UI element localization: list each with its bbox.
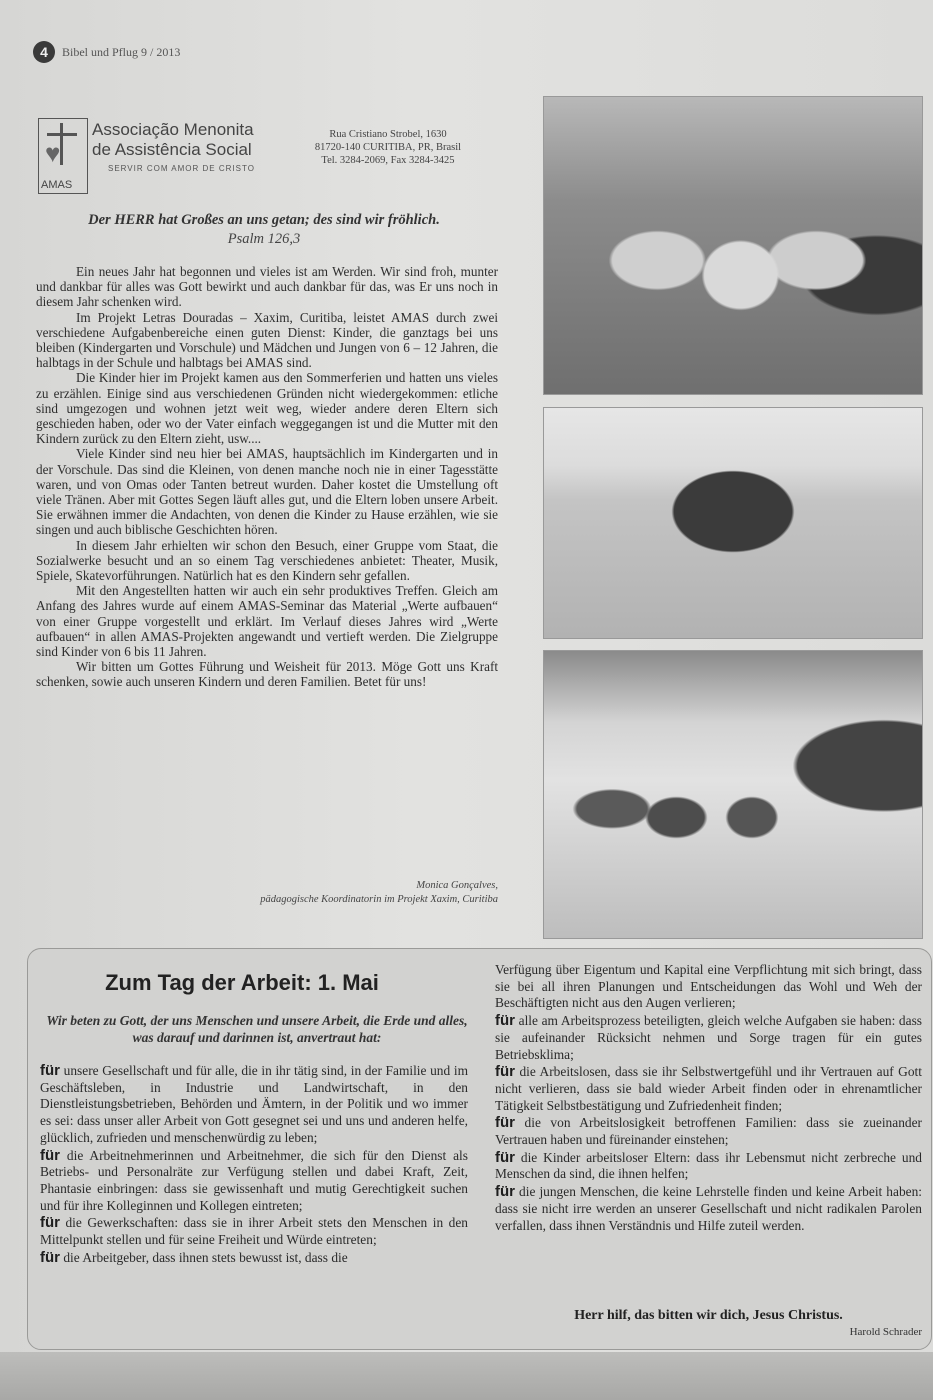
article-paragraph: Ein neues Jahr hat begonnen und vieles ist am Werden. Wir sind froh, munter und dankbar für alles was Gott bewirkt und auch dankbar für das, was Er uns noch in diesem Jahr schenken wird. xyxy=(36,264,498,310)
address-line: Rua Cristiano Strobel, 1630 xyxy=(329,129,447,140)
org-name-line2: de Assistência Social xyxy=(92,140,252,159)
article-body xyxy=(36,264,498,690)
heart-icon: ♥ xyxy=(45,139,61,168)
prayer-text: die Arbeitgeber, dass ihnen stets bewusst ist, dass die xyxy=(60,1249,348,1265)
prayer-continuation: Verfügung über Eigentum und Kapital eine Verpflichtung mit sich bringt, dass sie bei all ihren Planungen und Entscheidungen das Wohl und Weh der Beschäftigten nicht aus den Augen verlieren; xyxy=(495,962,922,1011)
org-name-line1: Associação Menonita xyxy=(92,120,254,139)
prayer-keyword: für xyxy=(495,1114,515,1132)
prayer-text: alle am Arbeitsprozess beteiligten, gleich welche Aufgaben sie haben: dass sie aufeinander Rücksicht nehmen und Sorge tragen für ein gutes Betriebsklima; xyxy=(495,1013,922,1062)
prayer-author: Harold Schrader xyxy=(849,1326,922,1338)
author-role: pädagogische Koordinatorin im Projekt Xaxim, Curitiba xyxy=(260,894,498,905)
prayer-text: die Arbeitnehmerinnen und Arbeitnehmer, die sich für den Dienst als Betriebs- und Personalräte zur Verfügung stellen und dabei Kraft, Zeit, Phantasie einbringen: dass sie gewissenhaft und mutig Gerechtigkeit suchen und für ihre Kolleginnen und Kollegen eintreten; xyxy=(40,1147,468,1213)
page-number-badge: 4 xyxy=(33,41,55,63)
photo-children-circle-yard xyxy=(543,407,923,639)
prayer-text: unsere Gesellschaft und für alle, die in ihr tätig sind, in der Familie und im Geschäftsleben, in Industrie und Landwirtschaft, in den Dienstleistungsbetrieben, Behörden und Ämtern, in der Politik und wo immer es sei: dass unser aller Arbeit von Gott gesegnet sei und uns und anderen helfe, glücklich, zufrieden und menschenwürdig zu leben; xyxy=(40,1063,468,1145)
prayer-keyword: für xyxy=(495,1148,515,1166)
prayer-item xyxy=(40,1214,468,1248)
prayer-item xyxy=(495,1183,922,1234)
author-name: Monica Gonçalves, xyxy=(416,880,498,891)
prayer-title: Zum Tag der Arbeit: 1. Mai xyxy=(105,970,379,995)
prayer-right-column xyxy=(495,962,922,1234)
address-line: 81720-140 CURITIBA, PR, Brasil xyxy=(314,142,462,153)
prayer-item xyxy=(495,1063,922,1114)
prayer-keyword: für xyxy=(40,1214,60,1232)
prayer-item xyxy=(40,1147,468,1215)
prayer-keyword: für xyxy=(40,1248,60,1266)
article-paragraph: Im Projekt Letras Douradas – Xaxim, Curitiba, leistet AMAS durch zwei verschiedene Aufgabenbereiche einen guten Dienst: Kinder, die ganztags bei uns bleiben (Kindergarten und Vorschule) und Mädchen und Jungen von 6 – 12 Jahren, die halbtags in der Schule und halbtags bei AMAS sind. xyxy=(36,309,498,371)
prayer-item xyxy=(40,1062,468,1147)
prayer-text: die Arbeitslosen, dass sie ihr Selbstwertgefühl und ihr Vertrauen auf Gott nicht verlieren, dass sie bald wieder Arbeit finden oder in ehrenamtlicher Tätigkeit Selbstbestätigung und Zufriedenheit finden; xyxy=(495,1064,922,1113)
prayer-left-column xyxy=(40,1062,468,1266)
bible-verse: Der HERR hat Großes an uns getan; des sind wir fröhlich. xyxy=(88,212,440,228)
prayer-keyword: für xyxy=(495,1183,515,1201)
article-paragraph: Die Kinder hier im Projekt kamen aus den Sommerferien und hatten uns vieles zu erzählen. Einige sind aus verschiedenen Gründen nicht wiedergekommen: etliche sind umgezogen und wohnen jetzt weit weg, wieder andere deren Eltern sich geschieden haben, oder wo der Vater einfach weggegangen ist und die Mutter mit den Kindern zurück zu den Eltern zieht, usw.... xyxy=(36,370,498,447)
org-address xyxy=(282,128,494,167)
prayer-text: die Gewerkschaften: dass sie in ihrer Arbeit stets den Menschen in den Mittelpunkt stellen und für seine Freiheit und Würde eintreten; xyxy=(40,1215,468,1248)
prayer-intro: Wir beten zu Gott, der uns Menschen und unsere Arbeit, die Erde und alles, was darauf und darinnen ist, anvertraut hat: xyxy=(46,1013,468,1045)
prayer-item xyxy=(495,1012,922,1063)
prayer-item xyxy=(495,1149,922,1183)
article-paragraph: In diesem Jahr erhielten wir schon den Besuch, einer Gruppe vom Staat, die Sozialwerke besucht und an so einem Tag verschiedenes anbietet: Theater, Musik, Spiele, Skatevorführungen. Natürlich hat es den Kindern sehr gefallen. xyxy=(36,537,498,584)
page-bottom-shadow xyxy=(0,1352,933,1400)
prayer-text: die jungen Menschen, die keine Lehrstelle finden und keine Arbeit haben: dass sie nicht irre werden an unserer Gesellschaft und nicht radikalen Parolen verfallen, dass ihnen Verständnis und Hilfe zuteil werden. xyxy=(495,1184,922,1233)
logo-badge-text: AMAS xyxy=(41,179,73,191)
prayer-text: die von Arbeitslosigkeit betroffenen Familien: dass sie zueinander Vertrauen haben und füreinander einstehen; xyxy=(495,1115,922,1148)
verse-reference: Psalm 126,3 xyxy=(227,231,301,247)
photo-hugging-children xyxy=(543,96,923,395)
address-line: Tel. 3284-2069, Fax 3284-3425 xyxy=(321,155,455,166)
photo-children-holding-hands xyxy=(543,650,923,939)
cross-icon xyxy=(60,123,63,165)
prayer-item xyxy=(495,1114,922,1148)
article-paragraph: Wir bitten um Gottes Führung und Weisheit für 2013. Möge Gott uns Kraft schenken, sowie auch unseren Kindern und deren Familien. Betet für uns! xyxy=(36,659,498,690)
prayer-text: die Kinder arbeitsloser Eltern: dass ihr Lebensmut nicht zerbreche und Menschen da sind, die ihnen helfen; xyxy=(495,1149,922,1182)
prayer-keyword: für xyxy=(495,1012,515,1030)
prayer-keyword: für xyxy=(495,1063,515,1081)
prayer-keyword: für xyxy=(40,1062,60,1079)
article-paragraph: Mit den Angestellten hatten wir auch ein sehr produktives Treffen. Gleich am Anfang des Jahres wurde auf einem AMAS-Seminar das Material „Werte aufbauen“ von einer Gruppe vorgestellt und erklärt. Im Verlauf dieses Jahres wird „Werte aufbauen“ in allen AMAS-Projekten angewandt und vertieft werden. Die Zielgruppe sind Kinder von 6 bis 11 Jahren. xyxy=(36,583,498,660)
org-motto: SERVIR COM AMOR DE CRISTO xyxy=(108,164,255,173)
amas-logo xyxy=(38,118,88,194)
prayer-closing: Herr hilf, das bitten wir dich, Jesus Christus. xyxy=(574,1308,843,1323)
running-title: Bibel und Pflug 9 / 2013 xyxy=(62,45,181,59)
prayer-item xyxy=(40,1249,468,1267)
prayer-keyword: für xyxy=(40,1146,60,1164)
article-paragraph: Viele Kinder sind neu hier bei AMAS, hauptsächlich im Kindergarten und in der Vorschule. Das sind die Kleinen, von denen manche noch nie in einer Tagesstätte waren, und von Omas oder Tanten betreut wurden. Daher kostet die Umstellung oft viele Tränen. Aber mit Gottes Segen läuft alles gut, und die Eltern loben unsere Arbeit. Sie erwähnen immer die Andachten, von denen die Kinder zu Hause erzählen, wie sie singen und auch biblische Geschichten hören. xyxy=(36,446,498,538)
